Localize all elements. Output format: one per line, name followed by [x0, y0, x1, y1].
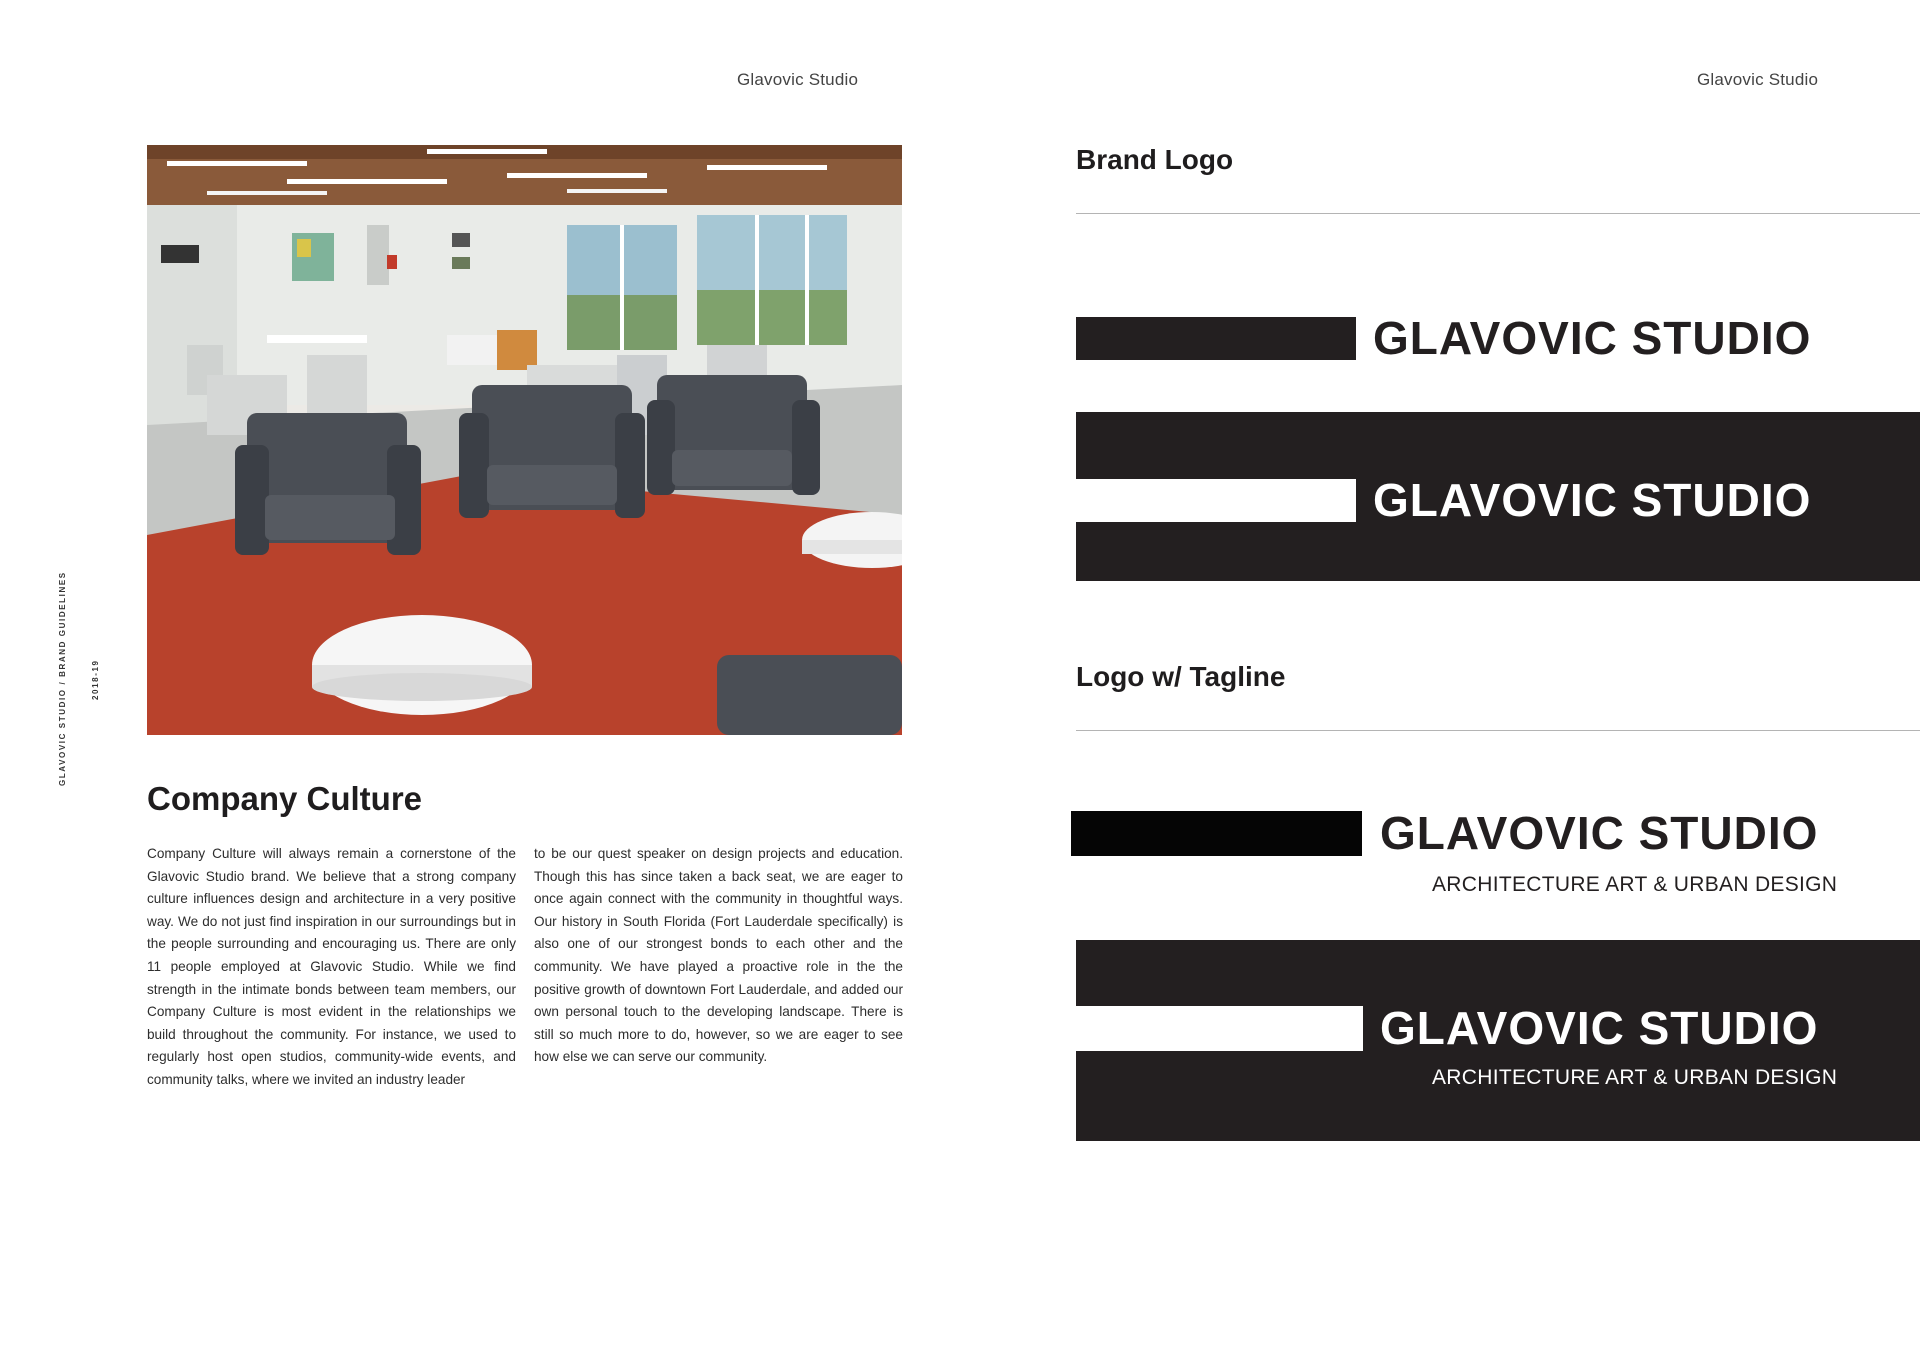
page-header-left: Glavovic Studio [737, 70, 859, 89]
spine-year: 2018-19 [91, 659, 100, 700]
tagline-logo-wordmark: GLAVOVIC STUDIO [1380, 807, 1819, 859]
tagline-reversed-tagline: ARCHITECTURE ART & URBAN DESIGN [1432, 1066, 1838, 1089]
spine-title: GLAVOVIC STUDIO / BRAND GUIDELINES [58, 571, 67, 786]
logo-reversed-wordmark: GLAVOVIC STUDIO [1373, 474, 1812, 526]
tagline-reversed-wordmark: GLAVOVIC STUDIO [1380, 1002, 1819, 1054]
tagline-logo-divider [1076, 730, 1920, 731]
tagline-logo-tagline: ARCHITECTURE ART & URBAN DESIGN [1432, 873, 1838, 896]
culture-text-column-2: to be our quest speaker on design projects and education. Though this has since taken a back seat, we are eager to once again connect with the community in thoughtful ways. Our history in South Florida (Fort Lauderdale specifically) is also one of our strongest bonds to each other and the community. We have played a proactive role in the the positive growth of downtown Fort Lauderdale, and added our own personal touch to the developing landscape. There is still so much more to do, however, so we are eager to see how else we can serve our community. [534, 846, 903, 1065]
culture-text-column-1: Company Culture will always remain a cornerstone of the Glavovic Studio brand. We believe that a strong company culture influences design and architecture in a very positive way. We do not just find inspiration in our surroundings but in the people surrounding and encouraging us. There are only 11 people employed at Glavovic Studio. While we find strength in the intimate bonds between team members, our Company Culture is most evident in the relationships we build throughout the community. For instance, we used to regularly host open studios, community-wide events, and community talks, where we invited an industry leader [147, 846, 516, 1087]
tagline-logo-title: Logo w/ Tagline [1076, 661, 1286, 692]
logo-wordmark: GLAVOVIC STUDIO [1373, 312, 1812, 364]
logo-reversed-bar-mark [1076, 479, 1356, 522]
tagline-logo-bar-mark [1071, 811, 1362, 856]
culture-title: Company Culture [147, 780, 423, 817]
office-lounge-photo [147, 145, 902, 735]
page-header-right: Glavovic Studio [1697, 70, 1819, 89]
tagline-reversed-bar-mark [1076, 1006, 1363, 1051]
brand-logo-title: Brand Logo [1076, 144, 1234, 175]
brand-logo-divider [1076, 213, 1920, 214]
logo-bar-mark [1076, 317, 1356, 360]
